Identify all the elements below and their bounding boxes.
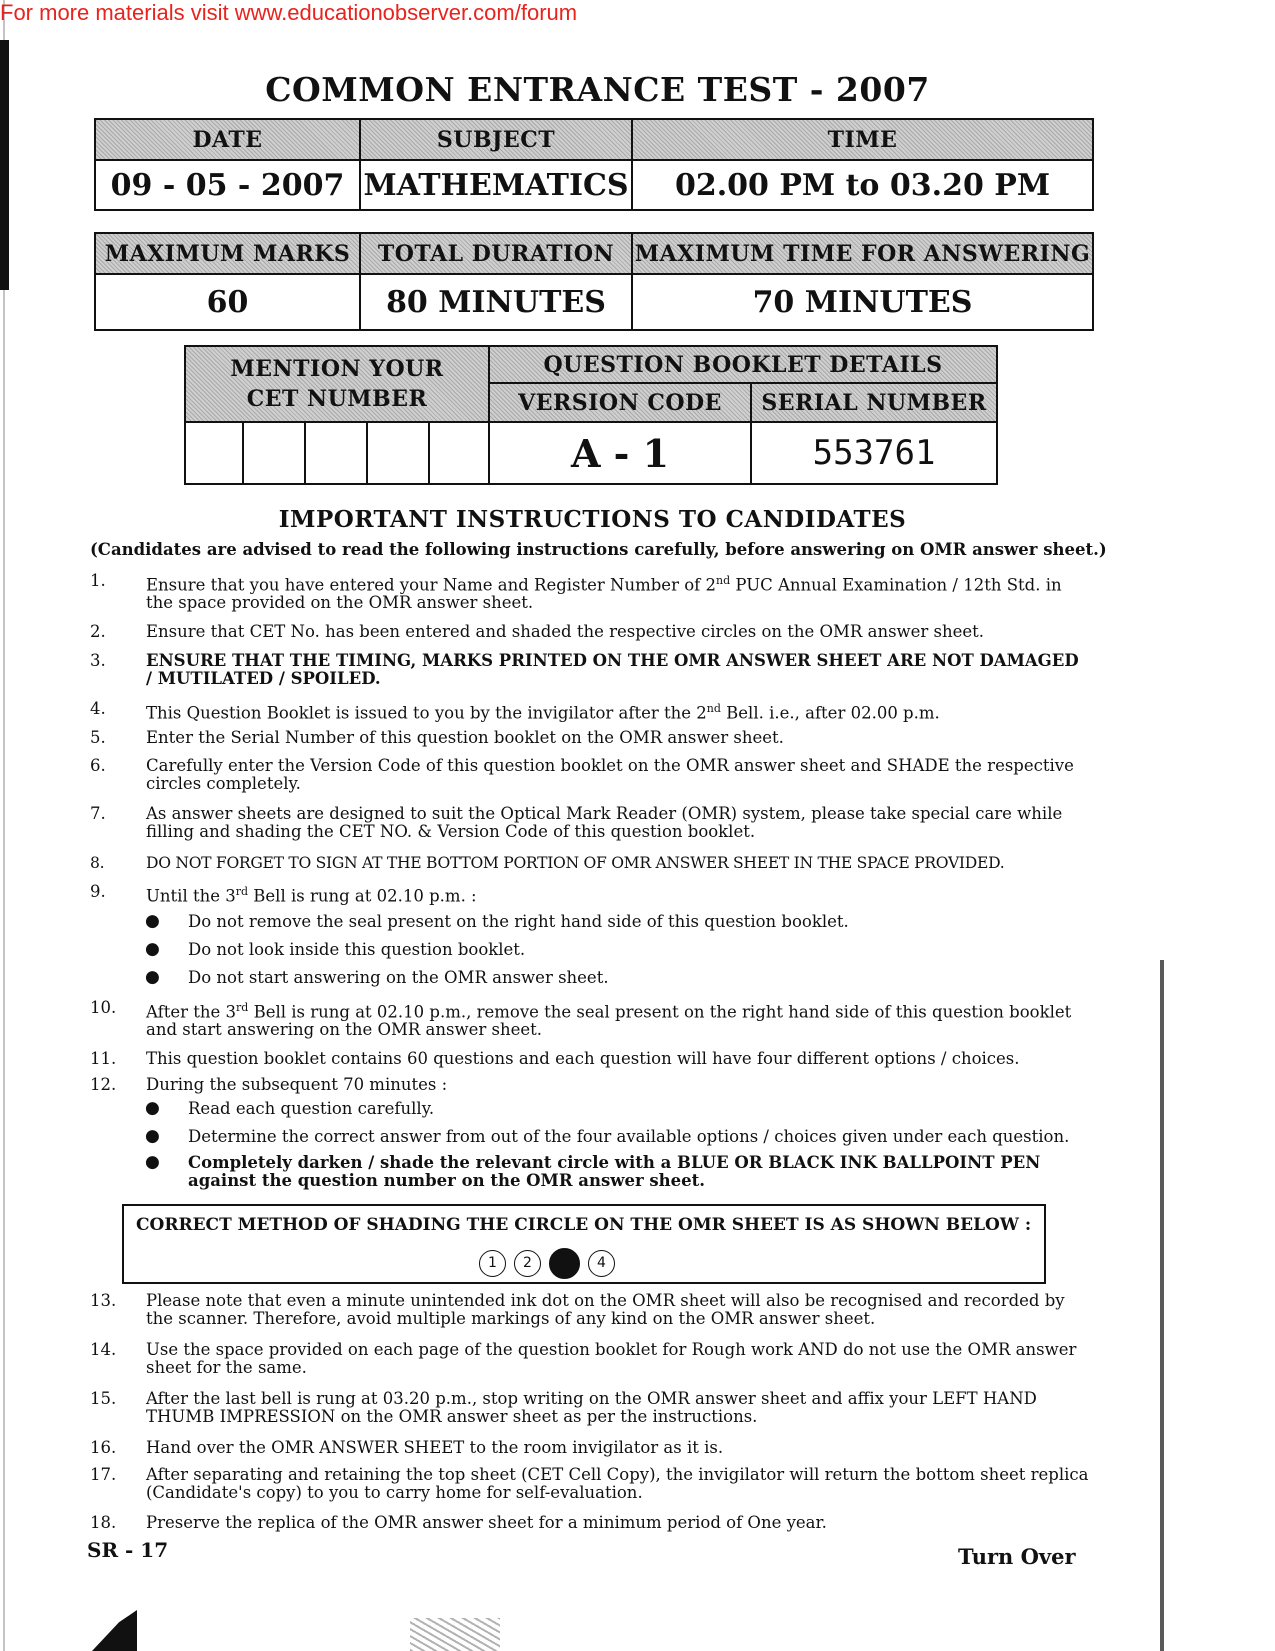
version-code-value: A - 1 [489,422,751,484]
omr-shading-example [122,1204,1046,1284]
scan-edge-right [1160,960,1164,1651]
version-code-header: VERSION CODE [489,383,751,422]
marks-duration-table [94,232,1094,331]
instruction-item: 11. This question booklet contains 60 questions and each question will have four different options / choices. [90,1049,1020,1068]
serial-number-header: SERIAL NUMBER [751,383,997,422]
instruction-item: 6. Carefully enter the Version Code of this question booklet on the OMR answer sheet and SHADE the respective circles completely. [90,756,1074,793]
omr-circle: 4 [588,1250,615,1277]
booklet-details-table [184,345,998,485]
instruction-item: 12. During the subsequent 70 minutes : [90,1075,448,1094]
omr-circle-filled [549,1248,580,1279]
bullet-item: ● Determine the correct answer from out of the four available options / choices given under each question. [145,1126,1070,1146]
max-marks-value: 60 [95,274,360,330]
instruction-item: 4. This Question Booklet is issued to you by the invigilator after the 2nd Bell. i.e., after 02.00 p.m. [90,699,940,723]
total-duration-header: TOTAL DURATION [360,233,632,274]
instruction-item: 14. Use the space provided on each page of the question booklet for Rough work AND do not use the OMR answer sheet for the same. [90,1340,1077,1377]
subject-value: MATHEMATICS [360,160,632,210]
instruction-item: 9. Until the 3rd Bell is rung at 02.10 p.m. : [90,882,477,906]
bullet-item: ● Do not start answering on the OMR answer sheet. [145,967,609,987]
serial-number-value: 553761 [751,422,997,484]
instruction-item: 13. Please note that even a minute unintended ink dot on the OMR sheet will also be recognised and recorded by the scanner. Therefore, avoid multiple markings of any kind on the OMR answer sheet. [90,1291,1065,1328]
instruction-item: 17. After separating and retaining the top sheet (CET Cell Copy), the invigilator will return the bottom sheet replica (Candidate's copy) to you to carry home for self-evaluation. [90,1465,1089,1502]
page-title: COMMON ENTRANCE TEST - 2007 [265,70,930,109]
page-code: SR - 17 [87,1538,169,1562]
total-duration-value: 80 MINUTES [360,274,632,330]
turn-over-label: Turn Over [958,1544,1076,1569]
mention-line2: CET NUMBER [246,386,428,412]
cet-digit-box [429,422,489,484]
subject-header: SUBJECT [360,119,632,160]
instruction-item: 2. Ensure that CET No. has been entered and shaded the respective circles on the OMR answer sheet. [90,622,985,641]
instruction-item: 16. Hand over the OMR ANSWER SHEET to the room invigilator as it is. [90,1438,724,1457]
cet-number-header [185,346,489,422]
scan-smudge [410,1618,500,1651]
cet-digit-box [367,422,429,484]
bullet-item: ● Completely darken / shade the relevant circle with a BLUE OR BLACK INK BALLPOINT PEN against the question number on the OMR answer sheet. [145,1152,1041,1190]
booklet-details-header: QUESTION BOOKLET DETAILS [489,346,997,383]
date-header: DATE [95,119,360,160]
instruction-item: 10. After the 3rd Bell is rung at 02.10 p.m., remove the seal present on the right hand side of this question booklet and start answering on the OMR answer sheet. [90,998,1072,1039]
instruction-item: 18. Preserve the replica of the OMR answer sheet for a minimum period of One year. [90,1513,827,1532]
watermark-text: For more materials visit www.educationobserver.com/forum [0,0,578,25]
date-value: 09 - 05 - 2007 [95,160,360,210]
bullet-item: ● Do not remove the seal present on the right hand side of this question booklet. [145,911,849,931]
max-time-header: MAXIMUM TIME FOR ANSWERING [632,233,1093,274]
bullet-item: ● Read each question carefully. [145,1098,435,1118]
cet-digit-box [243,422,305,484]
omr-example-label: CORRECT METHOD OF SHADING THE CIRCLE ON THE OMR SHEET IS AS SHOWN BELOW : [136,1215,1032,1235]
instructions-title: IMPORTANT INSTRUCTIONS TO CANDIDATES [278,506,907,533]
cet-digit-box [305,422,367,484]
omr-circle: 1 [479,1250,506,1277]
mention-line1: MENTION YOUR [230,356,444,382]
instruction-item: 7. As answer sheets are designed to suit the Optical Mark Reader (OMR) system, please take special care while filling and shading the CET NO. & Version Code of this question booklet. [90,804,1063,841]
omr-circles [479,1248,623,1279]
instruction-item: 8. DO NOT FORGET TO SIGN AT THE BOTTOM PORTION OF OMR ANSWER SHEET IN THE SPACE PROVIDED. [90,854,1005,872]
instruction-item: 15. After the last bell is rung at 03.20 p.m., stop writing on the OMR answer sheet and affix your LEFT HAND THUMB IMPRESSION on the OMR answer sheet as per the instructions. [90,1389,1037,1426]
omr-circle: 2 [514,1250,541,1277]
instruction-item: 3. ENSURE THAT THE TIMING, MARKS PRINTED ON THE OMR ANSWER SHEET ARE NOT DAMAGED / MUTILATED / SPOILED. [90,651,1079,688]
max-marks-header: MAXIMUM MARKS [95,233,360,274]
instruction-item: 1. Ensure that you have entered your Name and Register Number of 2nd PUC Annual Examination / 12th Std. in the space provided on the OMR answer sheet. [90,571,1062,612]
scan-smudge [92,1610,137,1651]
cet-digit-box [185,422,243,484]
instruction-item: 5. Enter the Serial Number of this question booklet on the OMR answer sheet. [90,728,784,747]
time-value: 02.00 PM to 03.20 PM [632,160,1093,210]
exam-info-table [94,118,1094,211]
bullet-item: ● Do not look inside this question booklet. [145,939,526,959]
instructions-subtitle: (Candidates are advised to read the following instructions carefully, before answering on OMR answer sheet.) [90,540,1107,559]
time-header: TIME [632,119,1093,160]
max-time-value: 70 MINUTES [632,274,1093,330]
